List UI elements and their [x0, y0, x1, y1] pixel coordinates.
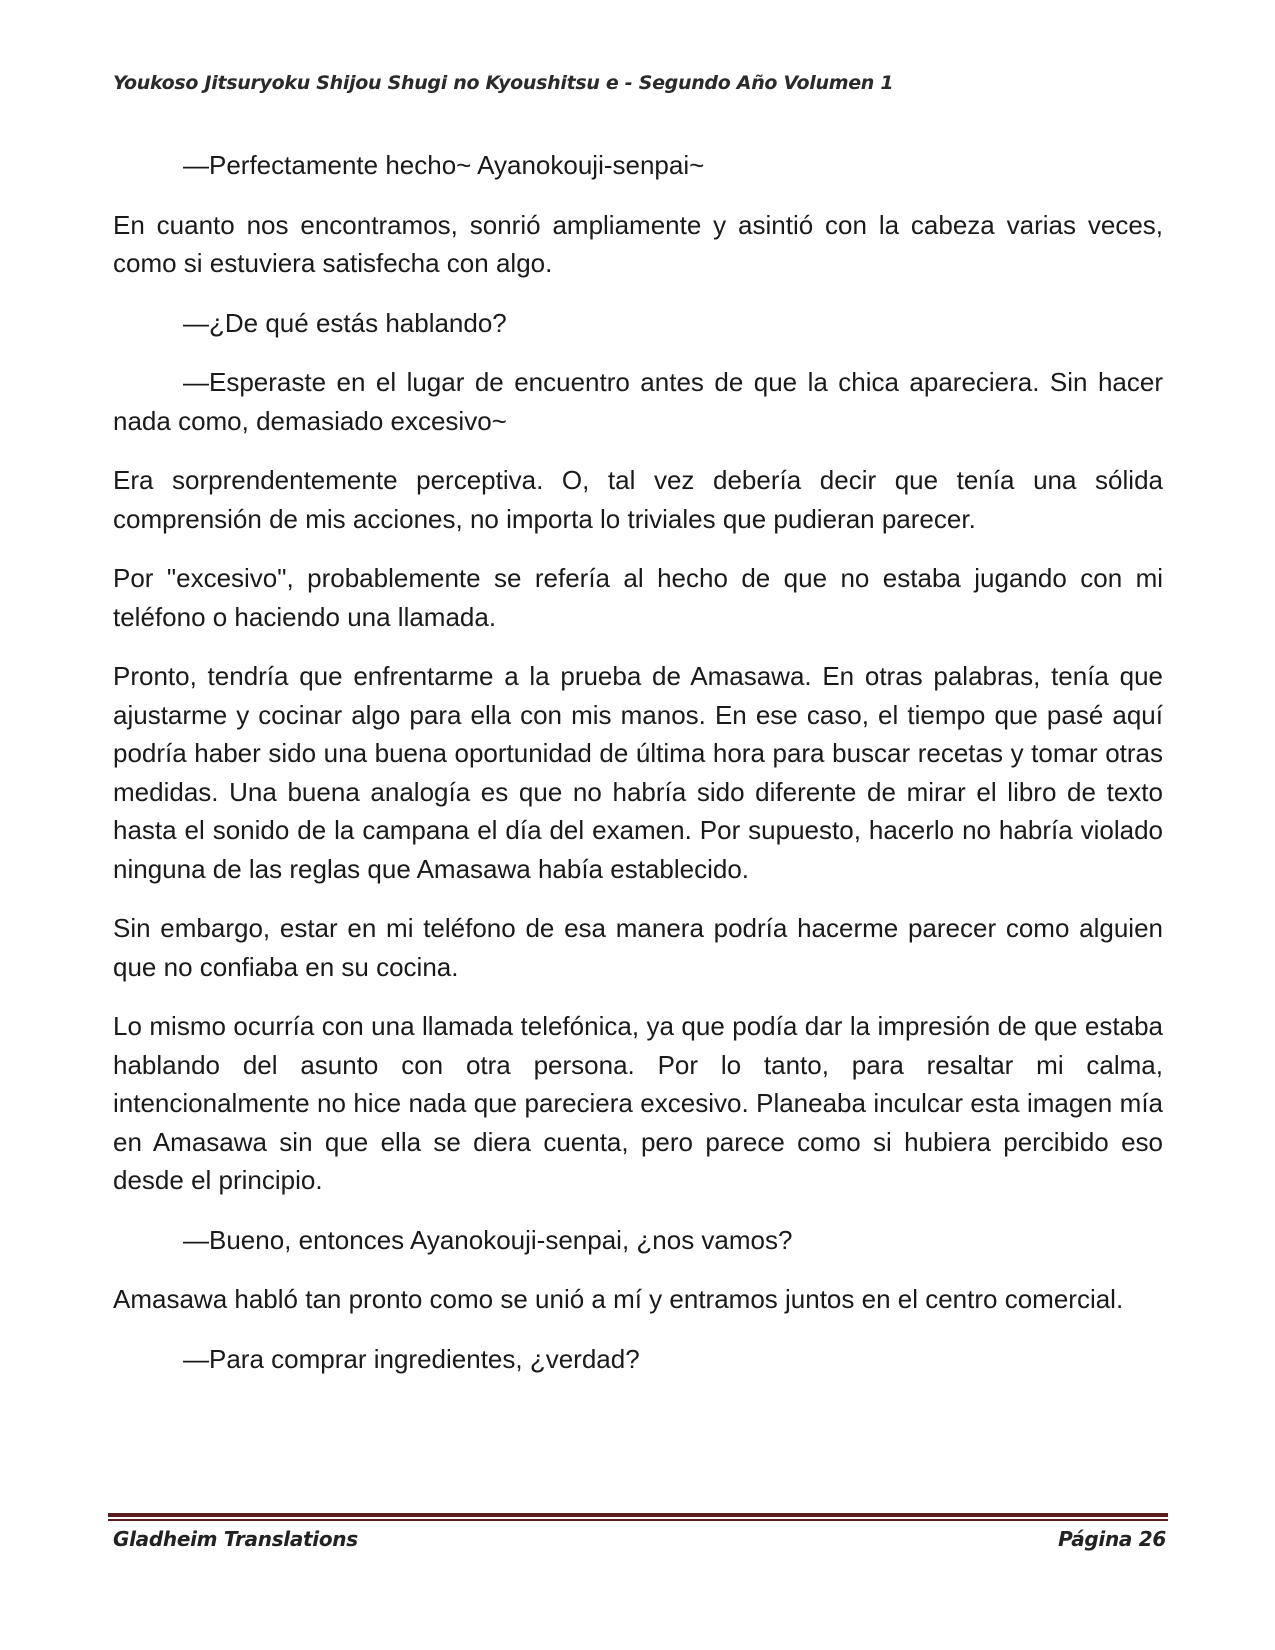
footer-divider — [108, 1513, 1168, 1521]
paragraph: Era sorprendentemente perceptiva. O, tal vez debería decir que tenía una sólida comprensión de mis acciones, no importa lo triviales que pudieran parecer. — [113, 465, 1163, 534]
paragraph-dialogue: —Esperaste en el lugar de encuentro antes de que la chica apareciera. Sin hacer nada como, demasiado excesivo~ — [113, 367, 1163, 436]
paragraph: Por "excesivo", probablemente se refería al hecho de que no estaba jugando con mi teléfono o haciendo una llamada. — [113, 563, 1163, 632]
paragraph-dialogue: —Para comprar ingredientes, ¿verdad? — [183, 1343, 640, 1374]
paragraph: En cuanto nos encontramos, sonrió ampliamente y asintió con la cabeza varias veces, como si estuviera satisfecha con algo. — [113, 209, 1163, 278]
paragraph: Lo mismo ocurría con una llamada telefónica, ya que podía dar la impresión de que estaba hablando del asunto con otra persona. Por lo tanto, para resaltar mi calma, intencionalmente no hice nada que pareciera excesivo. Planeaba inculcar esta imagen mía en Amasawa sin que ella se diera cuenta, pero parece como si hubiera percibido eso desde el principio. — [113, 1011, 1163, 1195]
footer-page-number: Página 26 — [1058, 1527, 1166, 1551]
paragraph: Pronto, tendría que enfrentarme a la prueba de Amasawa. En otras palabras, tenía que ajustarme y cocinar algo para ella con mis manos. En ese caso, el tiempo que pasé aquí podría haber sido una buena oportunidad de última hora para buscar recetas y tomar otras medidas. Una buena analogía es que no habría sido diferente de mirar el libro de texto hasta el sonido de la campana el día del examen. Por supuesto, hacerlo no habría violado ninguna de las reglas que Amasawa había establecido. — [113, 661, 1163, 884]
paragraph-dialogue: —¿De qué estás hablando? — [183, 307, 507, 338]
paragraph: Amasawa habló tan pronto como se unió a mí y entramos juntos en el centro comercial. — [113, 1284, 1124, 1314]
paragraph-dialogue: —Bueno, entonces Ayanokouji-senpai, ¿nos vamos? — [183, 1224, 793, 1255]
page-body — [113, 146, 1163, 1399]
page-header-title: Youkoso Jitsuryoku Shijou Shugi no Kyoushitsu e - Segundo Año Volumen 1 — [113, 72, 894, 94]
paragraph-dialogue: —Perfectamente hecho~ Ayanokouji-senpai~ — [183, 150, 705, 180]
paragraph: Sin embargo, estar en mi teléfono de esa manera podría hacerme parecer como alguien que no confiaba en su cocina. — [113, 913, 1163, 982]
footer-translator: Gladheim Translations — [113, 1527, 358, 1551]
